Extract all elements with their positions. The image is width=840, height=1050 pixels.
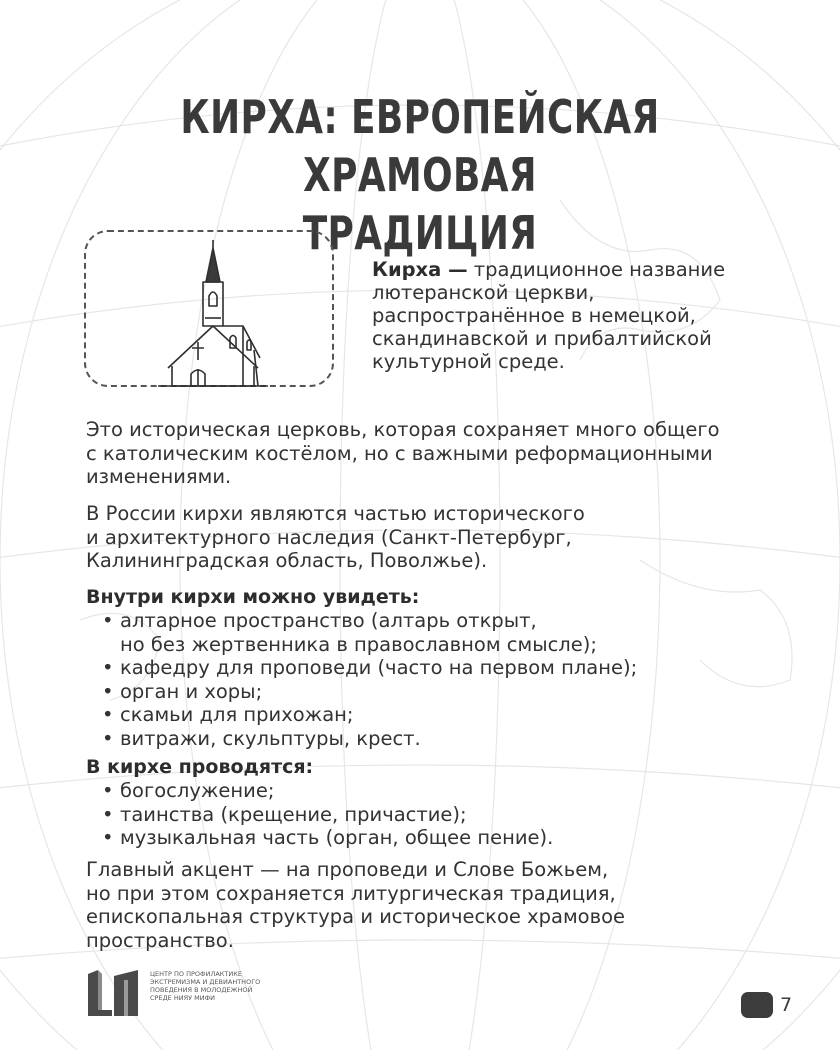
intro-line: распространённое в немецкой, [372, 304, 696, 327]
bullet: • [102, 779, 114, 802]
title-line: ТРАДИЦИЯ [302, 206, 538, 260]
bullet: • [102, 656, 114, 679]
list-item [100, 609, 740, 656]
bullet: • [102, 703, 114, 726]
intro-term: Кирха — [372, 258, 468, 281]
paragraph-line: изменениями. [86, 465, 232, 488]
illustration-frame [84, 230, 334, 387]
list-item-text: орган и хоры; [120, 679, 263, 703]
list-item [100, 703, 740, 727]
page-number: 7 [780, 994, 793, 1016]
paragraph-russia [86, 502, 786, 573]
bullet: • [102, 802, 114, 826]
paragraph-history [86, 418, 786, 489]
list-item [100, 680, 740, 704]
bullet: • [102, 826, 114, 849]
list-item-text: скамьи для прихожан; [120, 703, 354, 726]
intro-paragraph [372, 258, 772, 373]
paragraph-line: пространство. [86, 928, 234, 952]
paragraph-line: с католическим костёлом, но с важными реформационными [86, 441, 713, 465]
paragraph-line: Это историческая церковь, которая сохраняет много общего [86, 418, 720, 441]
footer-org-name [150, 970, 290, 1002]
title-line: КИРХА: ЕВРОПЕЙСКАЯ ХРАМОВАЯ [180, 90, 660, 202]
page-marker [741, 992, 773, 1018]
paragraph-summary [86, 858, 786, 952]
church-icon [158, 238, 268, 388]
intro-line: скандинавской и прибалтийской [372, 327, 712, 350]
org-line: СРЕДЕ НИЯУ МИФИ [150, 994, 216, 1002]
bullet: • [102, 609, 114, 632]
org-line: ЭКСТРЕМИЗМА И ДЕВИАНТНОГО [150, 978, 261, 986]
paragraph-line: Главный акцент — на проповеди и Слове Божьем, [86, 858, 609, 881]
list-item-text: кафедру для проповеди (часто на первом плане); [120, 656, 638, 679]
intro-line: культурной среде. [372, 350, 565, 373]
services-list [100, 779, 740, 850]
org-line: ЦЕНТР ПО ПРОФИЛАКТИКЕ [150, 970, 242, 978]
paragraph-line: Калининградская область, Поволжье). [86, 549, 488, 572]
list-item-text: но без жертвенника в православном смысле); [120, 632, 597, 656]
org-line: ПОВЕДЕНИЯ В МОЛОДЕЖНОЙ [150, 986, 253, 994]
paragraph-line: но при этом сохраняется литургическая традиция, [86, 881, 616, 905]
list-item-text: музыкальная часть (орган, общее пение). [120, 826, 554, 849]
list-item [100, 779, 740, 803]
cp-logo-icon [86, 966, 140, 1020]
list-item [100, 803, 740, 827]
paragraph-line: В России кирхи являются частью исторического [86, 502, 585, 525]
inside-heading: Внутри кирхи можно увидеть: [86, 586, 420, 608]
paragraph-line: епископальная структура и историческое храмовое [86, 905, 626, 928]
intro-line: лютеранской церкви, [372, 281, 595, 304]
intro-line: традиционное название [467, 258, 726, 281]
bullet: • [102, 679, 114, 703]
list-item-text: алтарное пространство (алтарь открыт, [120, 609, 537, 632]
inside-list [100, 609, 740, 750]
list-item-text: богослужение; [120, 779, 275, 802]
bullet: • [102, 726, 114, 750]
paragraph-line: и архитектурного наследия (Санкт-Петербург, [86, 525, 572, 549]
list-item [100, 656, 740, 680]
list-item [100, 727, 740, 751]
services-heading: В кирхе проводятся: [86, 756, 314, 778]
list-item [100, 826, 740, 850]
list-item-text: витражи, скульптуры, крест. [120, 726, 421, 750]
list-item-text: таинства (крещение, причастие); [120, 802, 467, 826]
